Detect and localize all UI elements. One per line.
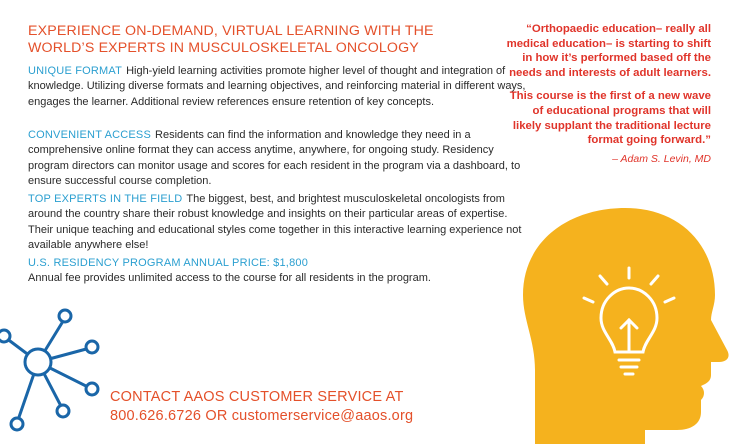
section-text: High-yield learning activities promote higher level of thought and integration of knowledge. Utilizing diverse formats and learning objectives, and reinforcing material in different ways, engages the learner. Additional review references ensure retention of key concepts. xyxy=(28,65,526,108)
section-text: Residents can find the information and knowledge they need in a comprehensive online format they can access anytime, anywhere, for ongoing study. Residency program directors can monitor usage and scores for each resident in the program via a dashboard, to ensure successful course completion. xyxy=(28,129,521,187)
section-label: UNIQUE FORMAT xyxy=(28,65,123,77)
quote-paragraph-2: This course is the first of a new wave of educational programs that will likely supplant the traditional lecture format going forward.” xyxy=(509,90,711,147)
contact-or: OR xyxy=(205,408,228,424)
section-convenient-access xyxy=(28,128,528,189)
quote-attribution: – Adam S. Levin, MD xyxy=(612,152,711,165)
section-unique-format xyxy=(28,64,528,110)
email-link[interactable]: customerservice@aaos.org xyxy=(231,408,414,424)
quote-paragraph-1: “Orthopaedic education– really all medical education– is starting to shift in how it’s performed based off the needs and interests of adult learners. xyxy=(506,23,711,79)
section-top-experts xyxy=(28,192,528,253)
contact-info xyxy=(110,388,413,426)
phone-number[interactable]: 800.626.6726 xyxy=(110,408,202,424)
section-label: TOP EXPERTS IN THE FIELD xyxy=(28,193,183,205)
section-text: The biggest, best, and brightest musculoskeletal oncologists from around the country share their robust knowledge and insights on their particular areas of expertise. Their unique teaching and educational styles come together in this interactive learning experience not available anywhere else! xyxy=(28,193,522,251)
price-text: Annual fee provides unlimited access to the course for all residents in the program. xyxy=(28,272,431,285)
contact-line xyxy=(110,407,413,426)
network-graph-icon xyxy=(0,300,110,444)
section-label: CONVENIENT ACCESS xyxy=(28,129,152,141)
testimonial-quote xyxy=(501,22,711,166)
head-lightbulb-icon xyxy=(515,200,740,444)
section-price xyxy=(28,256,528,287)
heading-line-2: WORLD’S EXPERTS IN MUSCULOSKELETAL ONCOLOGY xyxy=(28,39,419,56)
price-label: U.S. RESIDENCY PROGRAM ANNUAL PRICE: $1,800 xyxy=(28,257,309,269)
heading-line-1: EXPERIENCE ON-DEMAND, VIRTUAL LEARNING WITH THE xyxy=(28,23,434,39)
page-heading xyxy=(28,23,528,56)
contact-title: CONTACT AAOS CUSTOMER SERVICE AT xyxy=(110,389,404,405)
